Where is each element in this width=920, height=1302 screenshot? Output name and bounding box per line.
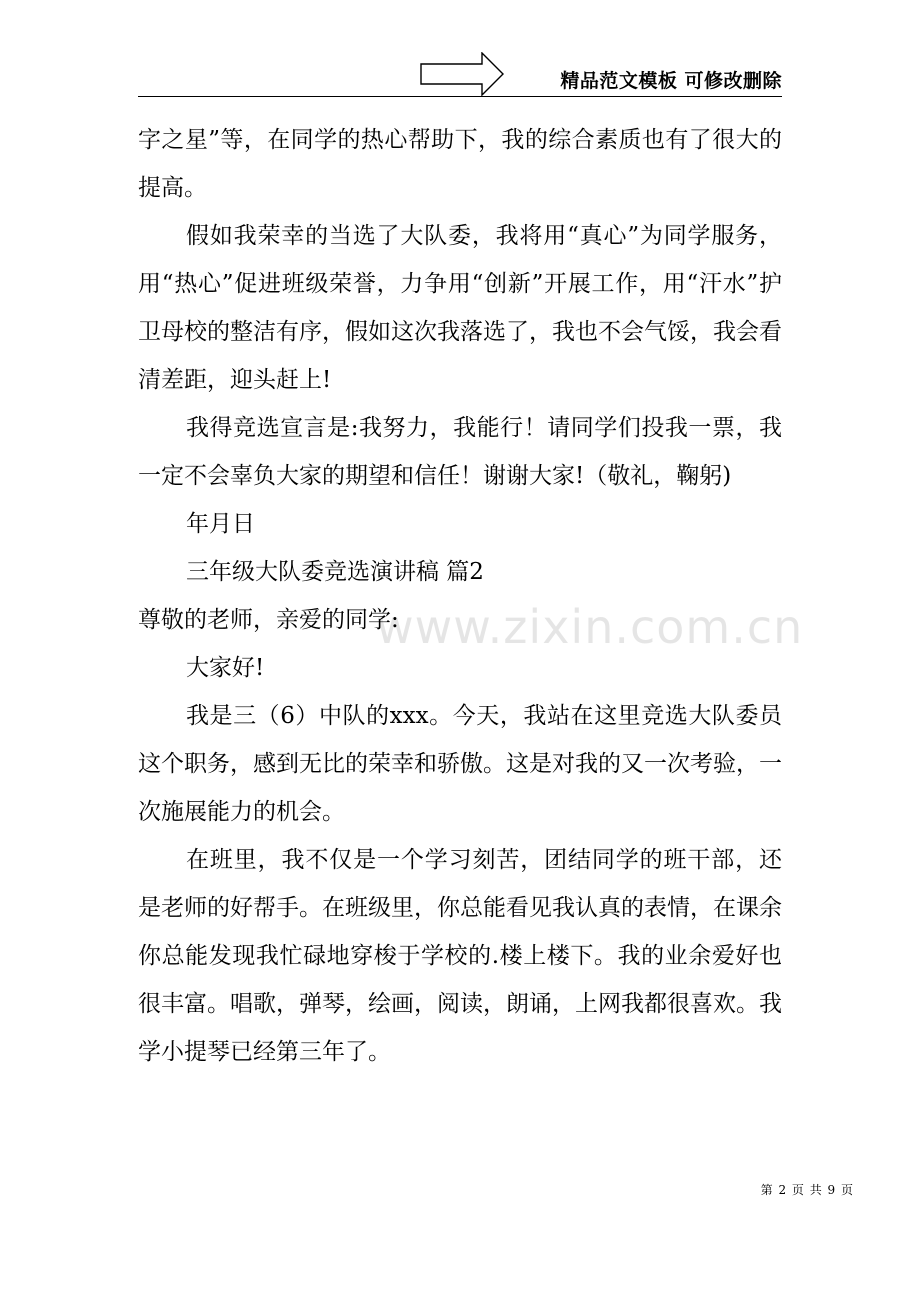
paragraph: 假如我荣幸的当选了大队委，我将用“真心”为同学服务，用“热心”促进班级荣誉，力争用“创新”开展工作，用“汗水”护卫母校的整洁有序，假如这次我落选了，我也不会气馁，我会看清差距，迎头赶上!: [138, 223, 782, 393]
paragraph: 我是三（6）中队的xxx。今天，我站在这里竞选大队委员这个职务，感到无比的荣幸和骄傲。这是对我的又一次考验，一次施展能力的机会。: [138, 703, 782, 825]
page-number: 第 2 页 共 9 页: [760, 1183, 854, 1197]
header-divider: [138, 96, 782, 97]
arrow-right-icon: [420, 52, 504, 96]
greeting: 大家好!: [186, 655, 265, 681]
document-body: [138, 116, 782, 1076]
header-title: 精品范文模板 可修改删除: [560, 70, 782, 92]
paragraph: 字之星”等，在同学的热心帮助下，我的综合素质也有了很大的提高。: [138, 127, 782, 201]
date-line: 年月日: [186, 511, 255, 537]
paragraph: 我得竞选宣言是:我努力，我能行！请同学们投我一票，我一定不会辜负大家的期望和信任！谢谢大家!（敬礼，鞠躬): [138, 415, 782, 489]
paragraph: 在班里，我不仅是一个学习刻苦，团结同学的班干部，还是老师的好帮手。在班级里，你总能看见我认真的表情，在课余你总能发现我忙碌地穿梭于学校的.楼上楼下。我的业余爱好也很丰富。唱歌，弹琴，绘画，阅读，朗诵，上网我都很喜欢。我学小提琴已经第三年了。: [138, 847, 782, 1065]
section-title: 三年级大队委竞选演讲稿 篇2: [186, 559, 484, 585]
page-header: [138, 50, 782, 98]
salutation: 尊敬的老师，亲爱的同学:: [138, 607, 399, 633]
watermark: www.zixin.com.cn: [376, 600, 804, 654]
